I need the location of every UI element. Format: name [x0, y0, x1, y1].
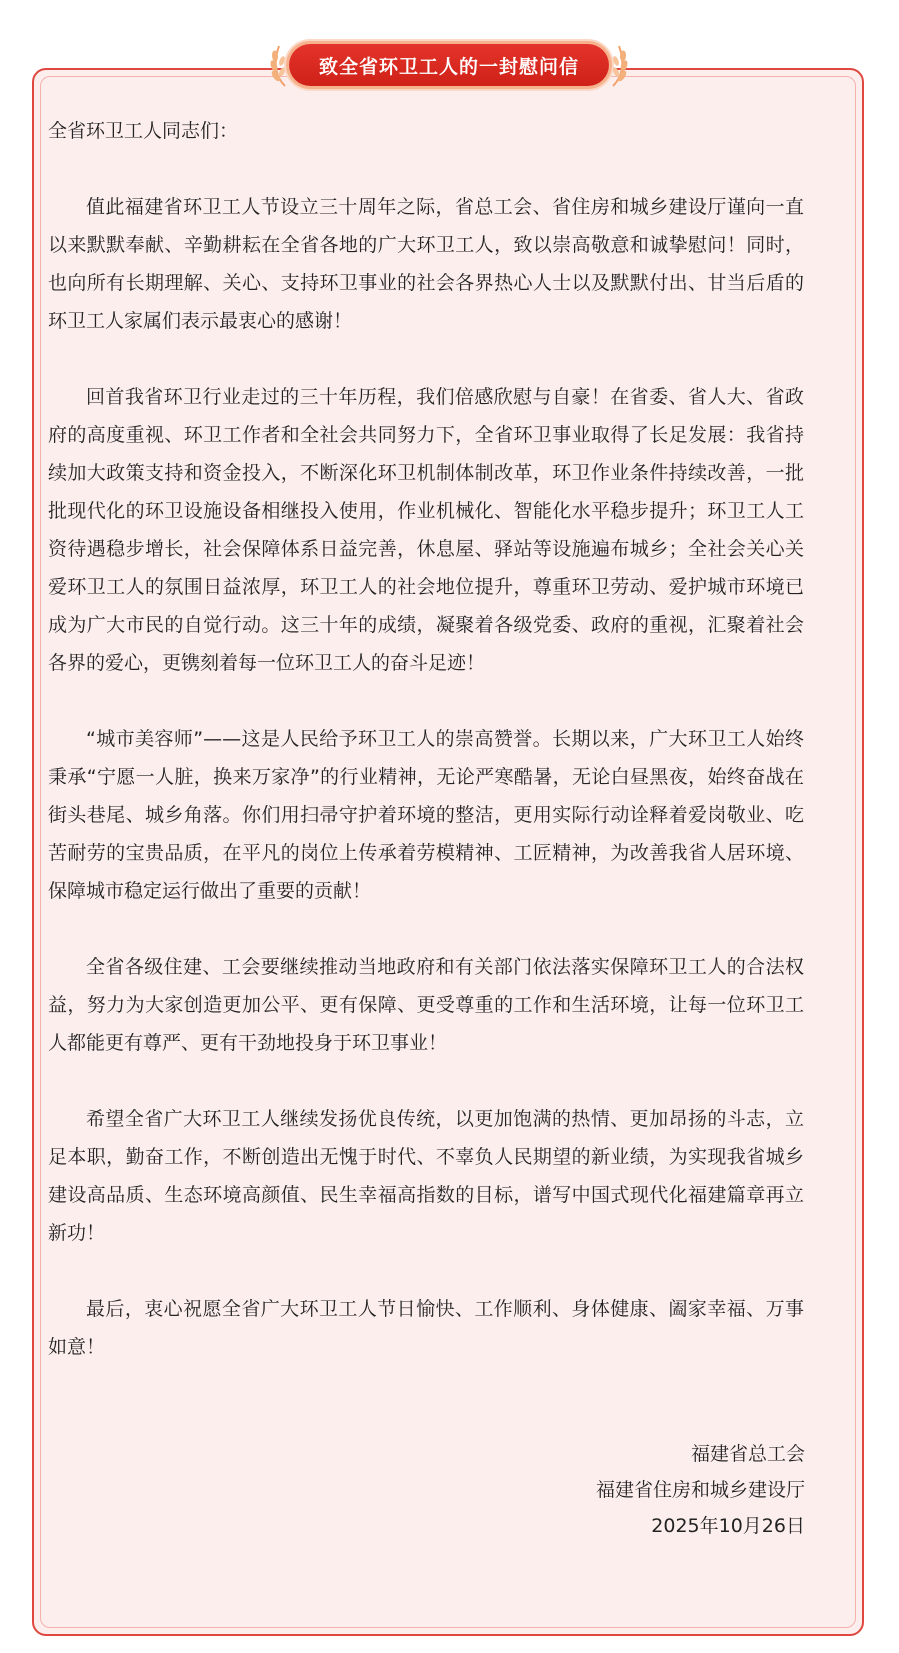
signature-org-federation: 福建省总工会 — [690, 1443, 805, 1465]
letter-paragraph: 希望全省广大环卫工人继续发扬优良传统，以更加饱满的热情、更加昂扬的斗志，立足本职，勤奋工作，不断创造出无愧于时代、不辜负人民期望的新业绩，为实现我省城乡建设高品质、生态环境高颜值、民生幸福高指数的目标，谱写中国式现代化福建篇章再立新功！ — [48, 1108, 804, 1244]
wheat-ornament-icon — [609, 42, 631, 88]
letter-signature — [596, 1436, 805, 1544]
letter-paragraph: 回首我省环卫行业走过的三十年历程，我们倍感欣慰与自豪！在省委、省人大、省政府的高度重视、环卫工作者和全社会共同努力下，全省环卫事业取得了长足发展：我省持续加大政策支持和资金投入，不断深化环卫机制体制改革，环卫作业条件持续改善，一批批现代化的环卫设施设备相继投入使用，作业机械化、智能化水平稳步提升；环卫工人工资待遇稳步增长，社会保障体系日益完善，休息屋、驿站等设施遍布城乡；全社会关心关爱环卫工人的氛围日益浓厚，环卫工人的社会地位提升，尊重环卫劳动、爱护城市环境已成为广大市民的自觉行动。这三十年的成绩，凝聚着各级党委、政府的重视，汇聚着社会各界的爱心，更镌刻着每一位环卫工人的奋斗足迹！ — [48, 386, 804, 674]
letter-paragraph: 值此福建省环卫工人节设立三十周年之际，省总工会、省住房和城乡建设厅谨向一直以来默默奉献、辛勤耕耘在全省各地的广大环卫工人，致以崇高敬意和诚挚慰问！同时，也向所有长期理解、关心、支持环卫事业的社会各界热心人士以及默默付出、甘当后盾的环卫工人家属们表示最衷心的感谢！ — [48, 196, 804, 332]
title-banner — [273, 40, 625, 90]
letter-paragraph: 最后，衷心祝愿全省广大环卫工人节日愉快、工作顺利、身体健康、阖家幸福、万事如意！ — [48, 1298, 804, 1358]
wheat-ornament-icon — [267, 42, 289, 88]
letter-paragraph: “城市美容师”——这是人民给予环卫工人的崇高赞誉。长期以来，广大环卫工人始终秉承“宁愿一人脏，换来万家净”的行业精神，无论严寒酷暑，无论白昼黑夜，始终奋战在街头巷尾、城乡角落。你们用扫帚守护着环境的整洁，更用实际行动诠释着爱岗敬业、吃苦耐劳的宝贵品质，在平凡的岗位上传承着劳模精神、工匠精神，为改善我省人居环境、保障城市稳定运行做出了重要的贡献！ — [48, 728, 804, 902]
letter-salutation: 全省环卫工人同志们： — [48, 120, 239, 142]
signature-org-housing: 福建省住房和城乡建设厅 — [595, 1479, 805, 1501]
page-title: 致全省环卫工人的一封慰问信 — [289, 44, 609, 86]
letter-paragraph: 全省各级住建、工会要继续推动当地政府和有关部门依法落实保障环卫工人的合法权益，努力为大家创造更加公平、更有保障、更受尊重的工作和生活环境，让每一位环卫工人都能更有尊严、更有干劲地投身于环卫事业！ — [48, 956, 804, 1054]
letter-body — [48, 112, 804, 1366]
signature-date: 2025年10月26日 — [651, 1515, 805, 1537]
